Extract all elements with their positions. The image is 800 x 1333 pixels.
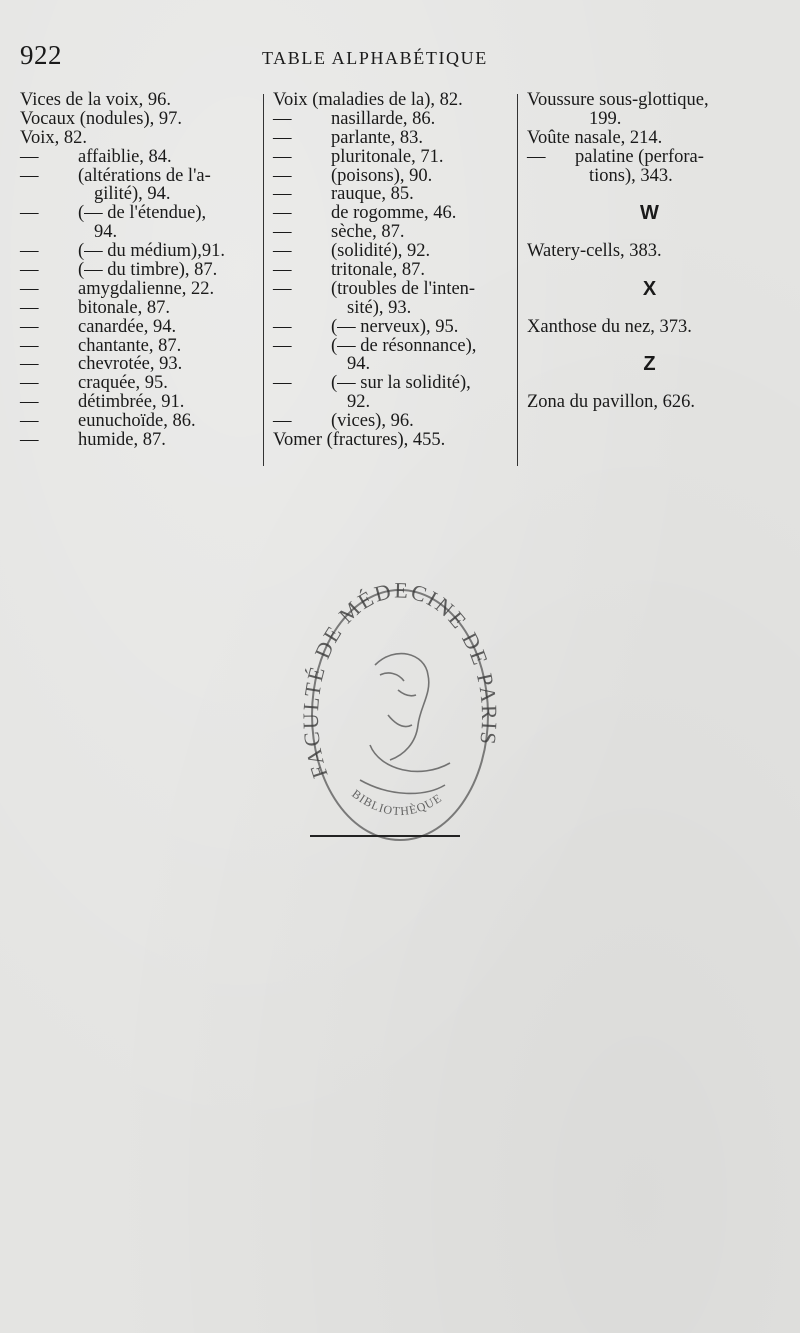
index-entry-continuation	[273, 393, 517, 412]
ditto-dash: —	[20, 335, 39, 356]
ditto-dash: —	[273, 165, 292, 186]
ditto-dash: —	[273, 203, 292, 224]
index-subentry	[20, 242, 260, 261]
index-entry	[527, 318, 772, 337]
index-subentry	[273, 129, 517, 148]
ditto-dash: —	[273, 335, 292, 356]
entry-text: (— de résonnance),	[331, 335, 477, 356]
ditto-dash: —	[20, 373, 39, 394]
entry-text: Xanthose du nez, 373.	[527, 316, 692, 337]
entry-text: amygdalienne, 22.	[78, 278, 215, 299]
ditto-dash: —	[20, 146, 39, 167]
index-entry	[527, 91, 772, 110]
ditto-dash: —	[273, 241, 292, 262]
entry-text: tions), 343.	[589, 165, 673, 186]
ditto-dash: —	[20, 241, 39, 262]
ditto-dash: —	[273, 108, 292, 129]
spacer	[527, 223, 772, 242]
index-entry	[527, 242, 772, 261]
index-subentry	[273, 223, 517, 242]
entry-text: humide, 87.	[78, 430, 166, 451]
entry-text: nasillarde, 86.	[331, 108, 436, 129]
index-subentry	[273, 167, 517, 186]
running-head: TABLE ALPHABÉTIQUE	[262, 48, 488, 68]
index-subentry	[20, 393, 260, 412]
entry-text: (— du médium),91.	[78, 241, 225, 262]
entry-text: Voûte nasale, 214.	[527, 127, 663, 148]
index-entry-continuation	[273, 355, 517, 374]
ditto-dash: —	[273, 411, 292, 432]
index-subentry	[273, 204, 517, 223]
entry-text: pluritonale, 71.	[331, 146, 444, 167]
index-subentry	[273, 242, 517, 261]
index-entry-continuation	[273, 299, 517, 318]
ditto-dash: —	[20, 430, 39, 451]
stamp-bottom-text: BIBLIOTHÈQUE	[349, 786, 445, 819]
index-entry-continuation	[527, 167, 772, 186]
entry-text: gilité), 94.	[94, 184, 171, 205]
ditto-dash: —	[20, 392, 39, 413]
entry-text: chevrotée, 93.	[78, 354, 183, 375]
index-entry	[273, 431, 517, 450]
spacer	[527, 374, 772, 393]
index-column-1	[20, 91, 260, 450]
index-subentry	[20, 318, 260, 337]
spacer	[527, 299, 772, 318]
ditto-dash: —	[273, 222, 292, 243]
ditto-dash: —	[273, 316, 292, 337]
stamp-outer-text: FACULTÉ DE MÉDECINE DE PARIS	[300, 577, 500, 782]
entry-text: (vices), 96.	[331, 411, 414, 432]
ditto-dash: —	[527, 146, 546, 167]
section-letter: W	[640, 202, 659, 225]
entry-text: Vices de la voix, 96.	[20, 90, 171, 110]
index-subentry	[20, 355, 260, 374]
entry-text: rauque, 85.	[331, 184, 414, 205]
index-entry-continuation	[20, 223, 260, 242]
entry-text: (poisons), 90.	[331, 165, 433, 186]
entry-text: de rogomme, 46.	[331, 203, 457, 224]
index-entry	[273, 91, 517, 110]
index-subentry	[273, 148, 517, 167]
entry-text: (altérations de l'a-	[78, 165, 211, 186]
index-subentry	[273, 337, 517, 356]
index-column-3	[527, 91, 772, 412]
entry-text: parlante, 83.	[331, 127, 423, 148]
ditto-dash: —	[273, 127, 292, 148]
index-column-2	[273, 91, 517, 450]
section-letter: Z	[643, 353, 656, 376]
index-subentry	[20, 337, 260, 356]
entry-text: détimbrée, 91.	[78, 392, 185, 413]
index-subentry	[273, 261, 517, 280]
index-subentry	[20, 261, 260, 280]
entry-text: bitonale, 87.	[78, 297, 170, 318]
ditto-dash: —	[20, 316, 39, 337]
index-entry	[20, 91, 260, 110]
index-subentry	[20, 204, 260, 223]
index-subentry	[20, 431, 260, 450]
entry-text: (— de l'étendue),	[78, 203, 207, 224]
index-entry-continuation	[20, 185, 260, 204]
ditto-dash: —	[273, 373, 292, 394]
entry-text: Voussure sous-glottique,	[527, 90, 709, 110]
index-subentry	[273, 318, 517, 337]
entry-text: affaiblie, 84.	[78, 146, 172, 167]
ditto-dash: —	[20, 297, 39, 318]
index-subentry	[20, 412, 260, 431]
entry-text: sité), 93.	[347, 297, 412, 318]
index-subentry	[20, 280, 260, 299]
ditto-dash: —	[273, 146, 292, 167]
section-letter: X	[642, 277, 657, 300]
index-subentry	[273, 280, 517, 299]
entry-text: (troubles de l'inten-	[331, 278, 476, 299]
ditto-dash: —	[20, 354, 39, 375]
index-entry	[527, 393, 772, 412]
index-subentry	[273, 185, 517, 204]
column-rule-right	[517, 94, 518, 466]
svg-text:FACULTÉ DE MÉDECINE DE PARIS	[300, 577, 500, 781]
entry-text: (— sur la solidité),	[331, 373, 471, 394]
entry-text: palatine (perfora-	[575, 146, 704, 167]
entry-text: Voix, 82.	[20, 127, 87, 148]
page-number: 922	[20, 40, 62, 70]
entry-text: 94.	[94, 222, 118, 243]
entry-text: (— du timbre), 87.	[78, 260, 218, 281]
entry-text: 199.	[589, 108, 622, 129]
entry-text: chantante, 87.	[78, 335, 182, 356]
stamp-underline	[310, 835, 460, 837]
ditto-dash: —	[20, 203, 39, 224]
entry-text: Zona du pavillon, 626.	[527, 392, 696, 413]
entry-text: eunuchoïde, 86.	[78, 411, 196, 432]
index-subentry	[20, 167, 260, 186]
index-entry	[527, 129, 772, 148]
index-entry-continuation	[527, 110, 772, 129]
ditto-dash: —	[20, 278, 39, 299]
index-entry	[20, 129, 260, 148]
ditto-dash: —	[273, 278, 292, 299]
entry-text: (— nerveux), 95.	[331, 316, 459, 337]
entry-text: craquée, 95.	[78, 373, 168, 394]
index-subentry	[20, 374, 260, 393]
entry-text: Watery-cells, 383.	[527, 241, 662, 262]
ditto-dash: —	[273, 260, 292, 281]
index-entry	[20, 110, 260, 129]
index-subentry	[527, 148, 772, 167]
entry-text: sèche, 87.	[331, 222, 405, 243]
entry-text: Voix (maladies de la), 82.	[273, 90, 463, 110]
index-subentry	[20, 148, 260, 167]
stamp-portrait	[360, 654, 450, 794]
stamp-graphic	[300, 575, 500, 860]
entry-text: (solidité), 92.	[331, 241, 431, 262]
index-subentry	[273, 110, 517, 129]
entry-text: tritonale, 87.	[331, 260, 426, 281]
index-subentry	[273, 374, 517, 393]
column-rule-left	[263, 94, 264, 466]
entry-text: Vocaux (nodules), 97.	[20, 108, 183, 129]
ditto-dash: —	[20, 260, 39, 281]
entry-text: Vomer (fractures), 455.	[273, 430, 446, 451]
ditto-dash: —	[20, 165, 39, 186]
entry-text: 94.	[347, 354, 371, 375]
index-subentry	[20, 299, 260, 318]
entry-text: 92.	[347, 392, 371, 413]
ditto-dash: —	[273, 184, 292, 205]
library-stamp	[300, 575, 500, 860]
index-subentry	[273, 412, 517, 431]
ditto-dash: —	[20, 411, 39, 432]
entry-text: canardée, 94.	[78, 316, 177, 337]
